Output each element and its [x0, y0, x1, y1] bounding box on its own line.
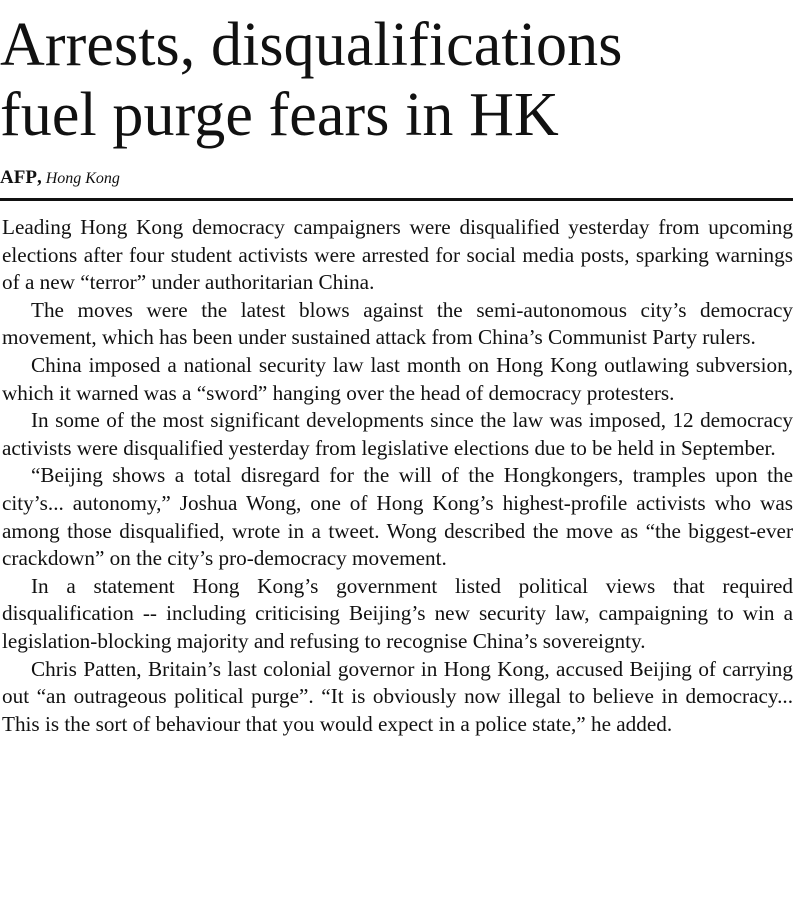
article-paragraph-5: “Beijing shows a total disregard for the will of the Hongkongers, tramples upon the city’s... autonomy,” Joshua Wong, one of Hong Kong’s highest-profile activists who was among those disqualified, wrote in a tweet. Wong described the move as “the biggest-ever crackdown” on the city’s pro-democracy movement. [2, 463, 793, 571]
headline-line-1: Arrests, disqualifications [0, 11, 623, 79]
byline [0, 166, 120, 190]
headline-divider [0, 198, 793, 201]
article-paragraph-2: The moves were the latest blows against the semi-autonomous city’s democracy movement, which has been under sustained attack from China’s Communist Party rulers. [2, 297, 793, 350]
article-paragraph-1: Leading Hong Kong democracy campaigners were disqualified yesterday from upcoming elections after four student activists were arrested for social media posts, sparking warnings of a new “terror” under authoritarian China. [2, 215, 793, 295]
article-paragraph-4: In some of the most significant developments since the law was imposed, 12 democracy activists were disqualified yesterday from legislative elections due to be held in September. [2, 408, 793, 460]
headline [0, 10, 793, 150]
article-paragraph-6: In a statement Hong Kong’s government listed political views that required disqualification -- including criticising Beijing’s new security law, campaigning to win a legislation-blocking majority and refusing to recognise China’s sovereignty. [2, 573, 793, 653]
article-paragraph-7: Chris Patten, Britain’s last colonial governor in Hong Kong, accused Beijing of carrying out “an outrageous political purge”. “It is obviously now illegal to believe in democracy... This is the sort of behaviour that you would expect in a police state,” he added. [2, 656, 793, 736]
byline-dateline: Hong Kong [45, 170, 120, 187]
headline-line-2: fuel purge fears in HK [0, 81, 559, 149]
byline-agency: AFP [0, 167, 37, 188]
article-paragraph-3: China imposed a national security law last month on Hong Kong outlawing subversion, which it warned was a “sword” hanging over the head of democracy protesters. [2, 352, 793, 405]
byline-separator: , [36, 167, 42, 188]
article-body [2, 214, 793, 738]
